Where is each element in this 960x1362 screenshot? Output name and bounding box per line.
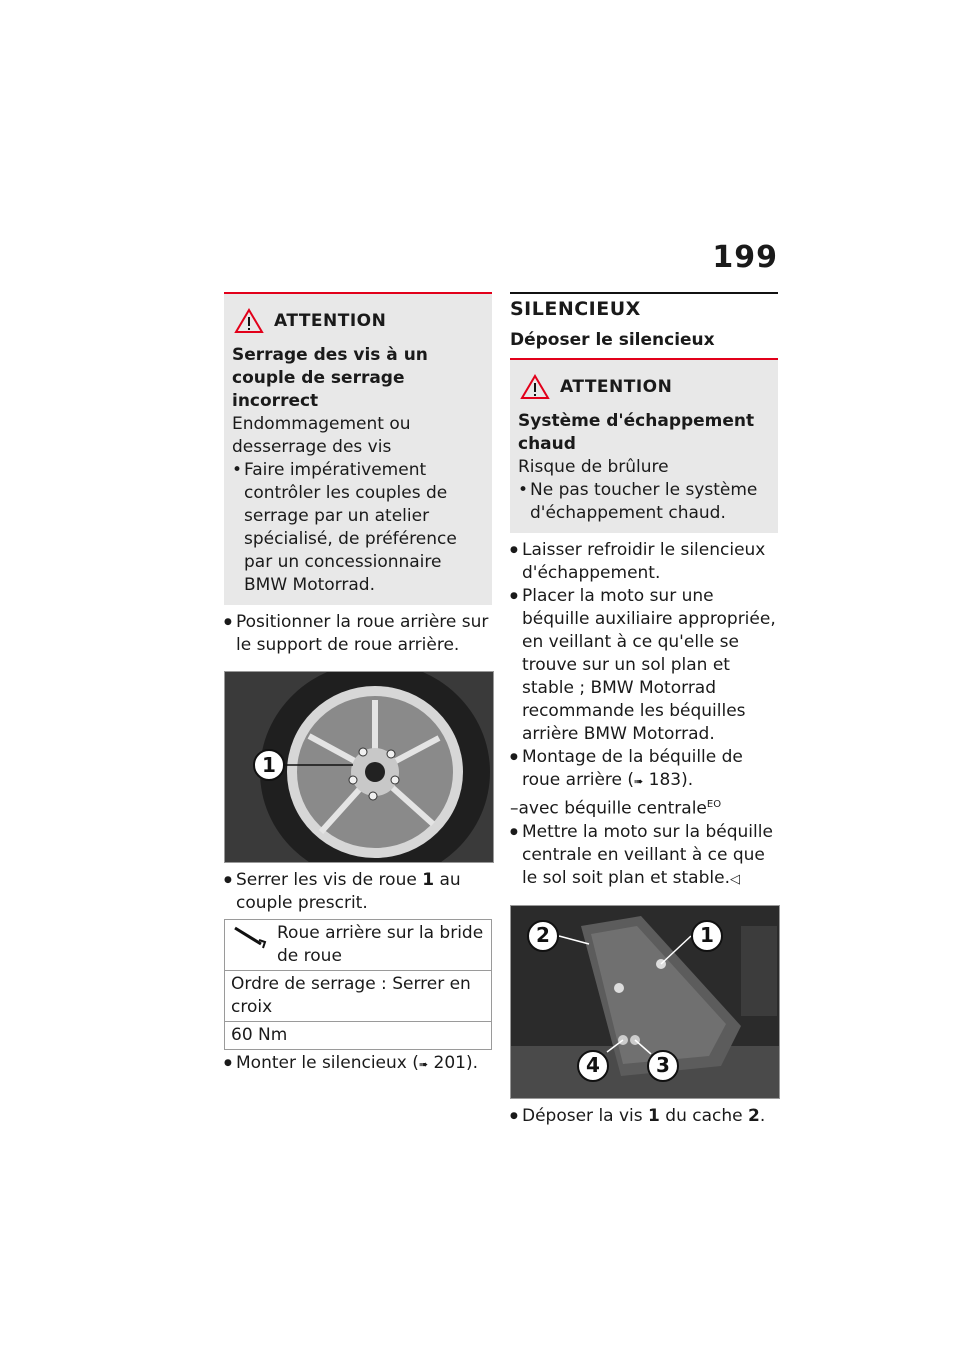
warning-header xyxy=(520,374,770,400)
section-header xyxy=(510,292,778,352)
spec-header: Roue arrière sur la bride de roue xyxy=(277,923,484,966)
step-ref: 1 xyxy=(648,1105,660,1126)
page-reference-arrow-icon: ➠ xyxy=(634,775,644,788)
torque-wrench-icon xyxy=(231,922,269,952)
spec-header-row xyxy=(225,920,491,970)
step-ref: 1 xyxy=(422,870,435,890)
callout-1: 1 xyxy=(691,920,723,952)
step-text: Déposer la vis xyxy=(522,1105,649,1126)
condition-superscript: EO xyxy=(706,799,722,810)
warning-bullets xyxy=(232,459,484,597)
step-list xyxy=(224,1052,492,1076)
step-ref: 2 xyxy=(748,1105,760,1126)
spec-torque-row: 60 Nm xyxy=(225,1021,491,1049)
warning-description: Risque de brûlure xyxy=(518,457,669,477)
condition-item: –avec béquille centrale$^{EO}$ xyxy=(510,798,722,819)
callout-2: 2 xyxy=(527,920,559,952)
warning-subtitle: Système d'échappement chaud xyxy=(518,411,755,454)
exhaust-photo xyxy=(510,905,780,1099)
spec-order-row: Ordre de serrage : Serrer en croix xyxy=(225,970,491,1021)
left-column xyxy=(224,292,492,1076)
warning-box xyxy=(224,292,492,605)
warning-box xyxy=(510,358,778,533)
step-item: ● Laisser refroidir le silencieux d'échappement. xyxy=(510,539,778,585)
warning-header xyxy=(234,308,484,334)
end-marker-triangle-icon: ◁ xyxy=(729,871,740,887)
warning-bullet: • Ne pas toucher le système d'échappement chaud. xyxy=(518,479,770,525)
rear-wheel-photo xyxy=(224,671,494,863)
step-item: ● Placer la moto sur une béquille auxiliaire appropriée, en veillant à ce qu'elle se trouve sur un sol plan et stable ; BMW Motorrad recommande les béquilles arrière BMW Motorrad. xyxy=(510,585,778,746)
warning-triangle-icon xyxy=(520,374,550,400)
step-text: ). xyxy=(681,770,694,790)
torque-spec-table xyxy=(224,919,492,1050)
section-title: SILENCIEUX xyxy=(510,298,641,320)
step-item: ● Positionner la roue arrière sur le support de roue arrière. xyxy=(224,611,492,657)
step-text: ). xyxy=(465,1053,479,1073)
condition-text: avec béquille centrale xyxy=(518,798,707,819)
page-number: 199 xyxy=(712,240,778,275)
step-list xyxy=(510,1105,778,1128)
warning-title: ATTENTION xyxy=(560,376,673,397)
step-item xyxy=(510,821,778,891)
step-list xyxy=(224,869,492,915)
subsection-title: Déposer le silencieux xyxy=(510,330,715,350)
page-reference: 201 xyxy=(433,1053,466,1073)
right-column xyxy=(510,292,778,1128)
step-list xyxy=(224,611,492,657)
step-text: Mettre la moto sur la béquille centrale en veillant à ce que le sol soit plan et stable. xyxy=(522,821,773,888)
warning-triangle-icon xyxy=(234,308,264,334)
step-list xyxy=(510,539,778,891)
step-text: Montage de la béquille de roue arrière ( xyxy=(522,747,743,790)
callout-1: 1 xyxy=(253,749,285,781)
warning-subtitle: Serrage des vis à un couple de serrage incorrect xyxy=(232,345,428,411)
callout-4: 4 xyxy=(577,1050,609,1082)
warning-bullets xyxy=(518,479,770,525)
step-text: Monter le silencieux ( xyxy=(236,1053,419,1073)
warning-bullet: • Faire impérativement contrôler les couples de serrage par un atelier spécialisé, de préférence par un concessionnaire BMW Motorrad. xyxy=(232,459,484,597)
step-item xyxy=(224,869,492,915)
page-reference: 183 xyxy=(648,770,682,790)
warning-title: ATTENTION xyxy=(274,310,387,331)
step-item xyxy=(224,1052,492,1076)
page-reference-arrow-icon: ➠ xyxy=(418,1058,429,1071)
step-text: au couple prescrit. xyxy=(236,870,461,913)
step-item xyxy=(510,746,778,793)
warning-description: Endommagement ou desserrage des vis xyxy=(232,414,411,457)
step-text: Serrer les vis de roue xyxy=(236,870,423,890)
step-text: . xyxy=(759,1105,766,1126)
callout-3: 3 xyxy=(647,1050,679,1082)
step-text: du cache xyxy=(659,1105,749,1126)
step-item xyxy=(510,1105,778,1128)
